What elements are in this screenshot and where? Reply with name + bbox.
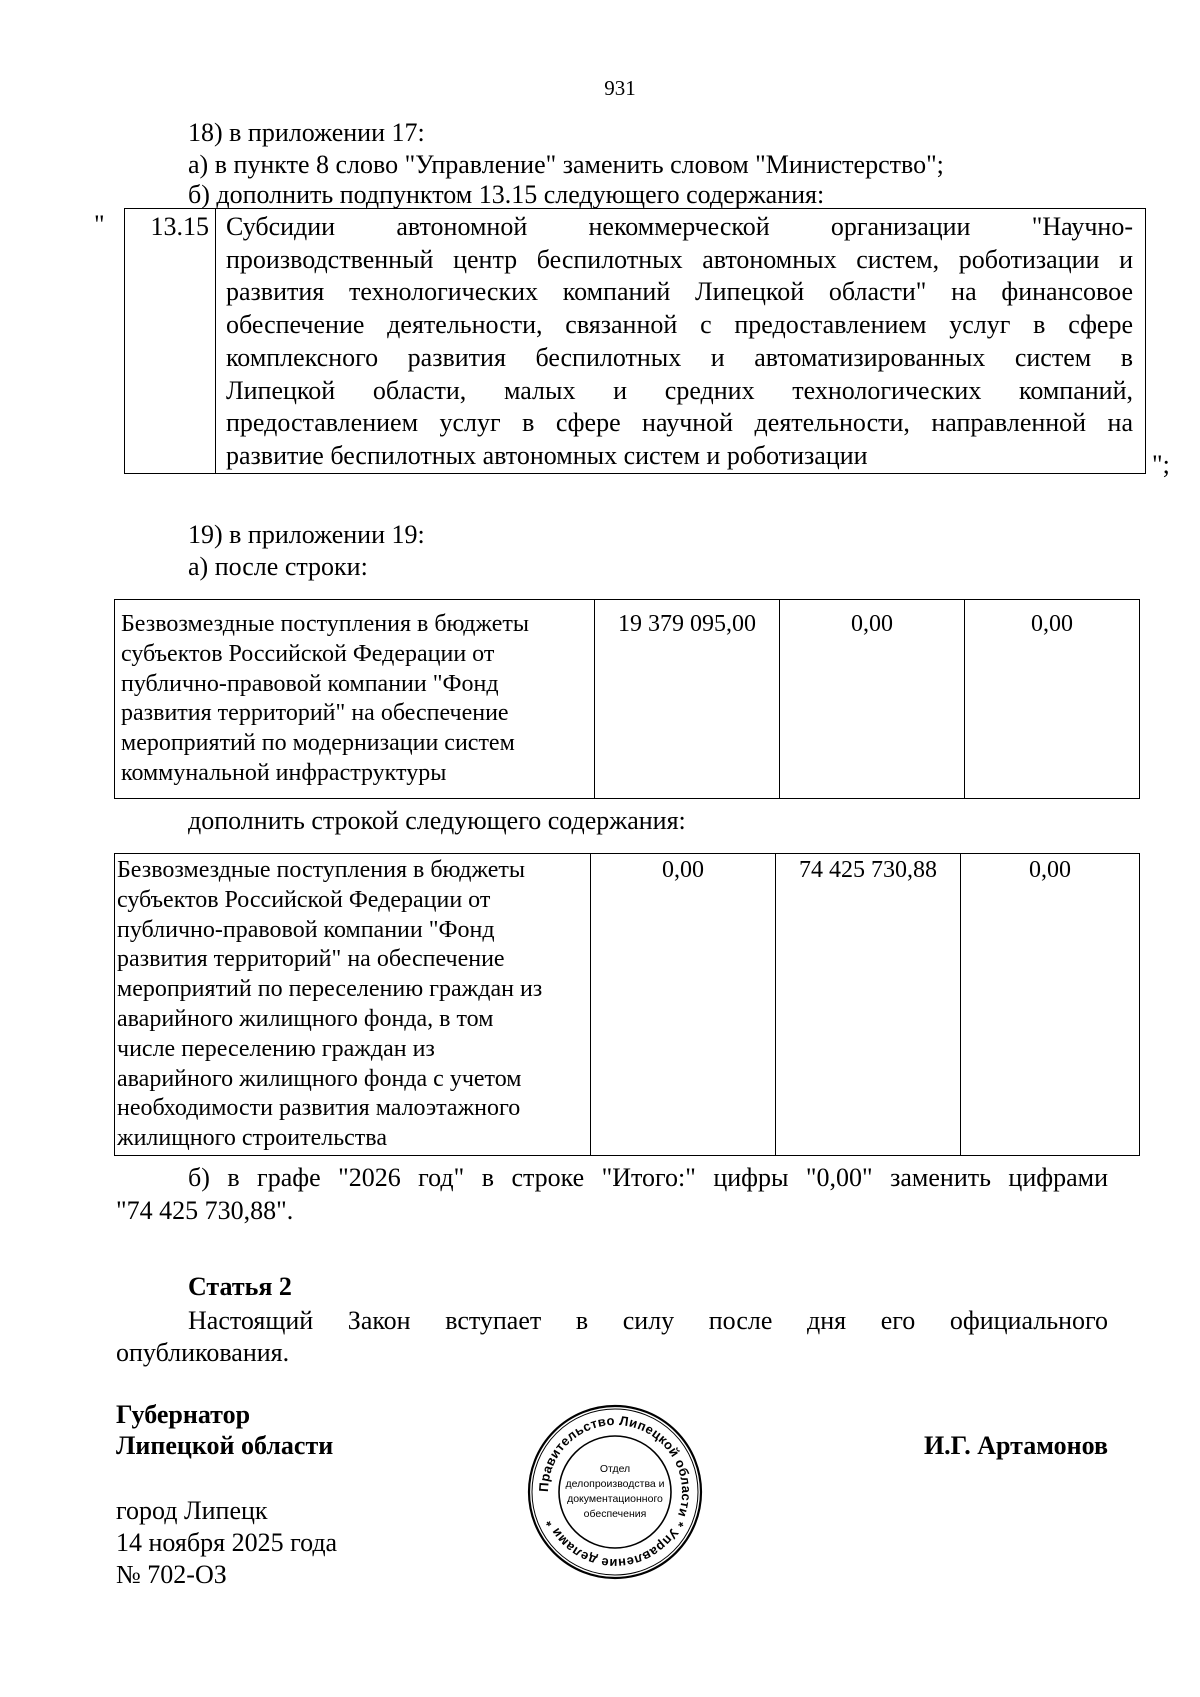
stamp-center-line: делопроизводства и xyxy=(565,1478,665,1490)
stamp-center-line: обеспечения xyxy=(583,1508,647,1520)
description-line: публично-правовой компании "Фонд xyxy=(117,916,495,943)
description-line: Безвозмездные поступления в бюджеты xyxy=(117,857,525,883)
official-stamp xyxy=(525,1402,705,1582)
open-quote: " xyxy=(94,210,105,239)
description-line: коммунальной инфраструктуры xyxy=(121,759,447,786)
row-line: предоставлением услуг в сфере научной деятельности, направленной на xyxy=(226,408,1133,438)
description-line: субъектов Российской Федерации от xyxy=(121,640,495,667)
row-line: развитие беспилотных автономных систем и роботизации xyxy=(226,440,868,470)
table-cell-value-3: 0,00 xyxy=(965,600,1140,799)
article2-line1: Настоящий Закон вступает в силу после дня его официального xyxy=(188,1306,1108,1335)
description-line: числе переселению граждан из xyxy=(117,1035,435,1062)
stamp-center-line: документационного xyxy=(567,1493,663,1505)
description-line: аварийного жилищного фонда, в том xyxy=(117,1005,494,1032)
stamp-inner-ring xyxy=(559,1436,671,1548)
stamp-outer-ring-inner xyxy=(532,1409,698,1575)
table-cell-value-2: 74 425 730,88 xyxy=(776,854,961,1156)
description-line: Безвозмездные поступления в бюджеты xyxy=(121,611,529,637)
stamp-outer-ring xyxy=(529,1406,701,1578)
row-line: производственный центр беспилотных автономных систем, роботизации и xyxy=(226,244,1133,274)
description-line: развития территорий" на обеспечение xyxy=(121,700,509,727)
footer-date: 14 ноября 2025 года xyxy=(116,1528,338,1557)
row-line: Липецкой области, малых и средних технологических компаний, xyxy=(226,375,1133,405)
table-cell-value-1: 19 379 095,00 xyxy=(595,600,780,799)
description-line: субъектов Российской Федерации от xyxy=(117,886,491,913)
row-line: обеспечение деятельности, связанной с предоставлением услуг в сфере xyxy=(226,310,1133,340)
item19-b-line1: б) в графе "2026 год" в строке "Итого:" цифры "0,00" заменить цифрами xyxy=(188,1163,1108,1192)
article2-title: Статья 2 xyxy=(188,1272,292,1301)
item19-b-line2: "74 425 730,88". xyxy=(116,1196,294,1225)
close-quote: "; xyxy=(1152,450,1170,479)
item19-a: а) после строки: xyxy=(188,552,368,581)
subparagraph-table xyxy=(124,208,1146,474)
table-row xyxy=(115,600,1140,799)
table-cell-description xyxy=(115,854,591,1156)
signatory-position-line2: Липецкой области xyxy=(116,1431,334,1460)
stamp-center-line: Отдел xyxy=(599,1463,631,1475)
article2-line2: опубликования. xyxy=(116,1338,290,1367)
add-row-text: дополнить строкой следующего содержания: xyxy=(188,806,686,835)
item19-heading: 19) в приложении 19: xyxy=(188,520,425,549)
table-cell-value-1: 0,00 xyxy=(591,854,776,1156)
row-text xyxy=(216,209,1146,474)
description-line: публично-правовой компании "Фонд xyxy=(121,670,499,697)
table-row xyxy=(115,854,1140,1156)
row-line: Субсидии автономной некоммерческой организации "Научно- xyxy=(226,212,1133,241)
row-line: комплексного развития беспилотных и автоматизированных систем в xyxy=(226,342,1133,372)
description-line: развития территорий" на обеспечение xyxy=(117,946,505,973)
table-after-row xyxy=(114,599,1140,799)
description-line: необходимости развития малоэтажного xyxy=(117,1095,521,1122)
description-line: мероприятий по переселению граждан из xyxy=(117,976,543,1003)
description-line: жилищного строительства xyxy=(117,1125,387,1152)
table-cell-value-3: 0,00 xyxy=(961,854,1140,1156)
description-line: аварийного жилищного фонда с учетом xyxy=(117,1065,522,1092)
footer-number: № 702-ОЗ xyxy=(116,1560,227,1589)
row-line: развития технологических компаний Липецкой области" на финансовое xyxy=(226,277,1133,307)
table-row xyxy=(125,209,1146,474)
description-line: мероприятий по модернизации систем xyxy=(121,730,515,757)
table-cell-description xyxy=(115,600,595,799)
item18-a: а) в пункте 8 слово "Управление" заменить словом "Министерство"; xyxy=(188,150,944,179)
item18-heading: 18) в приложении 17: xyxy=(188,118,425,147)
table-cell-value-2: 0,00 xyxy=(780,600,965,799)
stamp-ring-text: Правительство Липецкой области * Управление делами * xyxy=(535,1412,695,1572)
page-number: 931 xyxy=(604,76,636,100)
footer-city: город Липецк xyxy=(116,1496,268,1525)
item18-b: б) дополнить подпунктом 13.15 следующего содержания: xyxy=(188,180,825,209)
signatory-position-line1: Губернатор xyxy=(116,1400,251,1429)
row-number: 13.15 xyxy=(125,209,216,474)
signatory-name: И.Г. Артамонов xyxy=(923,1431,1108,1460)
table-new-row xyxy=(114,853,1140,1156)
